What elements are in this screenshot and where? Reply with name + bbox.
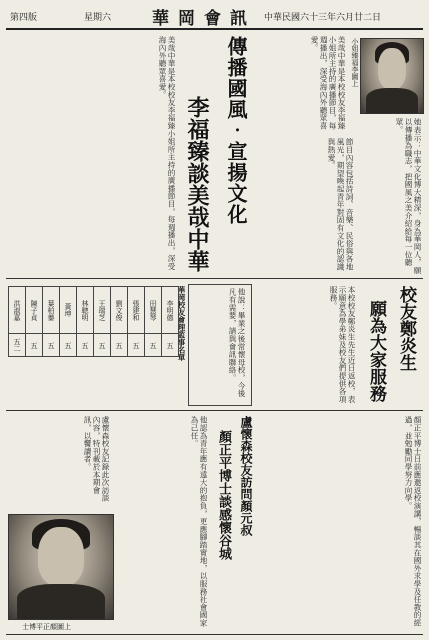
subheadline: 李福臻談美哉中華 [184,96,210,272]
subheadline: 願為大家服務 [366,300,386,402]
table-cell: 王瑞芝 [94,287,111,334]
table-cell: 田慧琴 [145,287,162,334]
article-body: 他認為青年應有遠大的抱負，更應腳踏實地，以服務社會國家為己任。 [190,416,208,627]
table-cell: 五 [26,334,43,357]
headline: 校友鄭炎生 [396,286,416,371]
article-body: 美哉中華是本校校友李福臻小姐所主持的廣播節目，每週播出，深受海內外聽眾喜愛。 [310,36,346,130]
table-row [9,287,179,334]
table-cell: 林聰明 [77,287,94,334]
table-cell: 五二 [9,334,26,357]
section-divider [6,410,423,411]
article-body: 本校校友鄭炎生先生近日返校，表示願意為學弟妹及校友們提供各項服務。 [329,286,356,403]
section-divider [6,278,423,279]
bottom-rule [6,634,423,635]
table-cell: 五 [145,334,162,357]
table-cell: 洪淑嘉 [9,287,26,334]
subheadline: 顏正平博士談感懷谷城 [216,430,231,560]
photo-caption: 小姐臻福李圖上 [351,38,359,87]
roster-table [8,286,179,357]
headline: 傳播國風‧宣揚文化 [224,36,248,225]
table-cell: 張建和 [128,287,145,334]
article-body: 她表示：中華文化博大精深，身為華岡人，願以傳播為職志，把國風之美介紹給每一位聽眾。 [395,118,422,274]
weekday: 星期六 [84,13,112,23]
article-body: 顏正平博士日前應邀返校演講，暢談其在國外求學及任教的經過，並勉勵同學努力向學。 [404,416,422,627]
article-body: 美哉中華是本校校友李福臻小姐所主持的廣播節目，每週播出，深受海內外聽眾喜愛。 [158,36,176,270]
photo-caption: 士博平正顏圖上 [22,623,71,631]
table-row [9,334,179,357]
table-cell: 五 [111,334,128,357]
masthead: 華岡會訊 [152,9,256,29]
portrait-photo [8,514,114,620]
page-header [6,4,423,30]
table-cell: 五 [128,334,145,357]
issue-date: 中華民國六十三年六月廿二日 [264,13,382,23]
table-cell: 李明德 [162,287,179,334]
table-cell: 五 [43,334,60,357]
table-cell: 黃坤 [60,287,77,334]
table-cell: 葉柏蓁 [43,287,60,334]
page-number: 第四版 [10,13,38,23]
headline: 盧懷森校友訪問顏元叔 [239,416,253,536]
portrait-photo [360,38,424,114]
table-title: 華岡校友會理監事名單 [177,286,186,361]
table-cell: 五 [60,334,77,357]
notice-text: 他說：畢業之後常懷母校，今後凡有需要，請與會訊聯絡。 [228,288,246,398]
table-cell: 陳子貞 [26,287,43,334]
table-cell: 五 [94,334,111,357]
article-body: 節目內容包括詩詞、音樂、民俗與各地風光，期望喚起青年對固有文化的認識與熱愛。 [327,138,354,271]
table-cell: 五 [162,334,179,357]
table-cell: 五 [77,334,94,357]
table-cell: 劉文俊 [111,287,128,334]
article-body: 盧懷森校友記錄此次訪談內容，特刊載於本期會訊，以饗讀者。 [83,416,110,502]
